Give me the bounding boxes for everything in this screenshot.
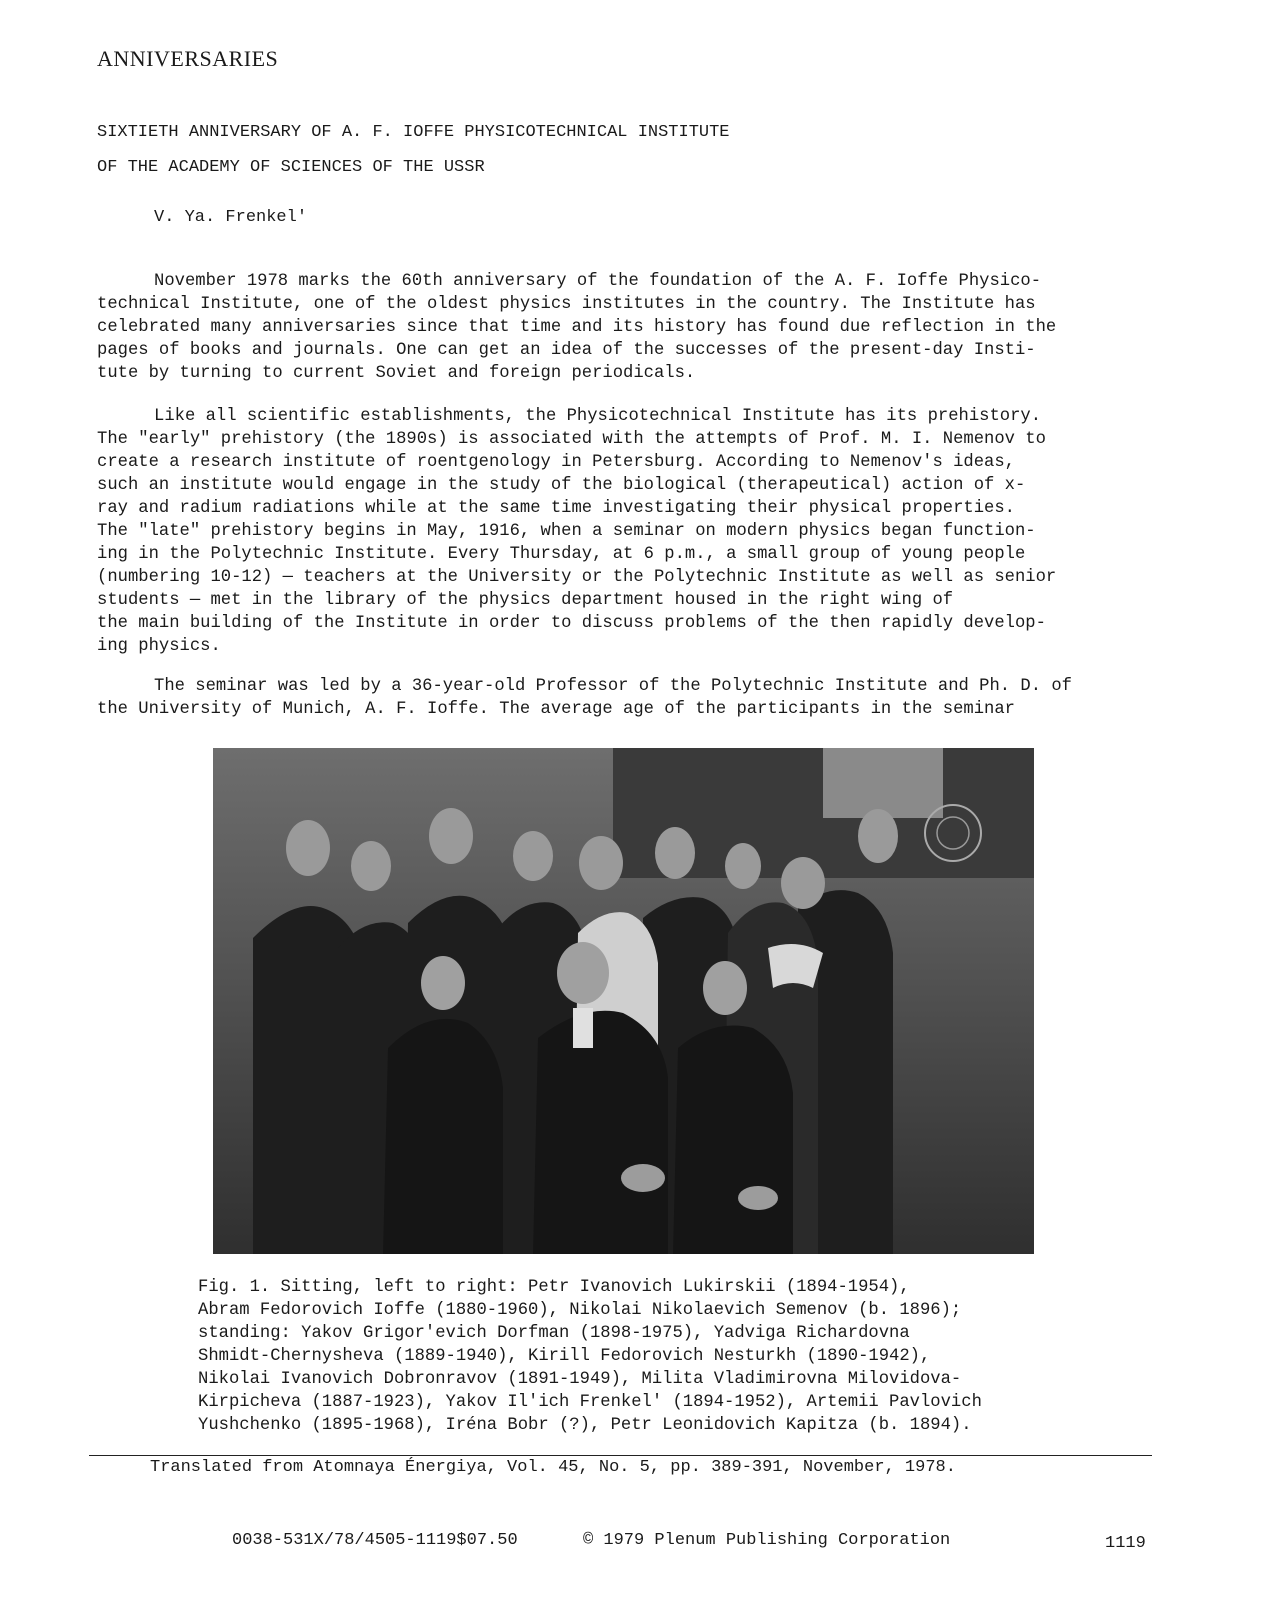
caption-line: Kirpicheva (1887-1923), Yakov Il'ich Frenkel' (1894-1952), Artemii Pavlovich — [198, 1393, 982, 1412]
copyright-notice: © 1979 Plenum Publishing Corporation — [583, 1531, 951, 1550]
text-line: November 1978 marks the 60th anniversary of the foundation of the A. F. Ioffe Physico- — [154, 272, 1042, 291]
caption-line: Nikolai Ivanovich Dobronravov (1891-1949), Milita Vladimirovna Milovidova- — [198, 1370, 962, 1389]
text-line: the University of Munich, A. F. Ioffe. The average age of the participants in the seminar — [97, 700, 1015, 719]
article-author: V. Ya. Frenkel' — [154, 208, 308, 227]
text-line: The seminar was led by a 36-year-old Professor of the Polytechnic Institute and Ph. D. of — [154, 677, 1072, 696]
text-line: tute by turning to current Soviet and foreign periodicals. — [97, 364, 696, 383]
figure-caption — [198, 1276, 1098, 1437]
text-line: ray and radium radiations while at the same time investigating their physical properties. — [97, 499, 1015, 518]
page-number: 1119 — [1105, 1534, 1146, 1553]
text-line: (numbering 10-12) — teachers at the University or the Polytechnic Institute as well as senior — [97, 568, 1057, 587]
text-line: technical Institute, one of the oldest physics institutes in the country. The Institute has — [97, 295, 1036, 314]
journal-code: 0038-531X/78/4505-1119$07.50 — [232, 1531, 518, 1550]
text-line: create a research institute of roentgenology in Petersburg. According to Nemenov's ideas, — [97, 453, 1015, 472]
caption-line: Abram Fedorovich Ioffe (1880-1960), Nikolai Nikolaevich Semenov (b. 1896); — [198, 1301, 962, 1320]
paragraph-3 — [97, 675, 1177, 721]
text-line: the main building of the Institute in order to discuss problems of the then rapidly develop- — [97, 614, 1046, 633]
text-line: such an institute would engage in the study of the biological (therapeutical) action of x- — [97, 476, 1026, 495]
text-line: students — met in the library of the physics department housed in the right wing of — [97, 591, 954, 610]
group-photograph — [213, 748, 1034, 1254]
text-line: pages of books and journals. One can get an idea of the successes of the present-day Insti- — [97, 341, 1036, 360]
caption-line: Yushchenko (1895-1968), Iréna Bobr (?), Petr Leonidovich Kapitza (b. 1894). — [198, 1416, 972, 1435]
text-line: The "early" prehistory (the 1890s) is associated with the attempts of Prof. M. I. Nemenov to — [97, 430, 1046, 449]
footnote-divider — [89, 1455, 1152, 1456]
caption-line: Shmidt-Chernysheva (1889-1940), Kirill Fedorovich Nesturkh (1890-1942), — [198, 1347, 931, 1366]
translation-footnote: Translated from Atomnaya Énergiya, Vol. 45, No. 5, pp. 389-391, November, 1978. — [150, 1458, 956, 1477]
section-heading: ANNIVERSARIES — [97, 46, 279, 71]
paragraph-1 — [97, 270, 1177, 385]
paragraph-2 — [97, 405, 1177, 658]
text-line: Like all scientific establishments, the Physicotechnical Institute has its prehistory. — [154, 407, 1042, 426]
text-line: The "late" prehistory begins in May, 1916, when a seminar on modern physics began function- — [97, 522, 1036, 541]
caption-line: standing: Yakov Grigor'evich Dorfman (1898-1975), Yadviga Richardovna — [198, 1324, 910, 1343]
article-title-line-1: SIXTIETH ANNIVERSARY OF A. F. IOFFE PHYSICOTECHNICAL INSTITUTE — [97, 123, 730, 142]
article-title-line-2: OF THE ACADEMY OF SCIENCES OF THE USSR — [97, 158, 485, 177]
caption-line: Fig. 1. Sitting, left to right: Petr Ivanovich Lukirskii (1894-1954), — [198, 1278, 910, 1297]
text-line: ing physics. — [97, 637, 221, 656]
text-line: ing in the Polytechnic Institute. Every Thursday, at 6 p.m., a small group of young people — [97, 545, 1026, 564]
photo-image — [213, 748, 1034, 1254]
text-line: celebrated many anniversaries since that time and its history has found due reflection in the — [97, 318, 1057, 337]
